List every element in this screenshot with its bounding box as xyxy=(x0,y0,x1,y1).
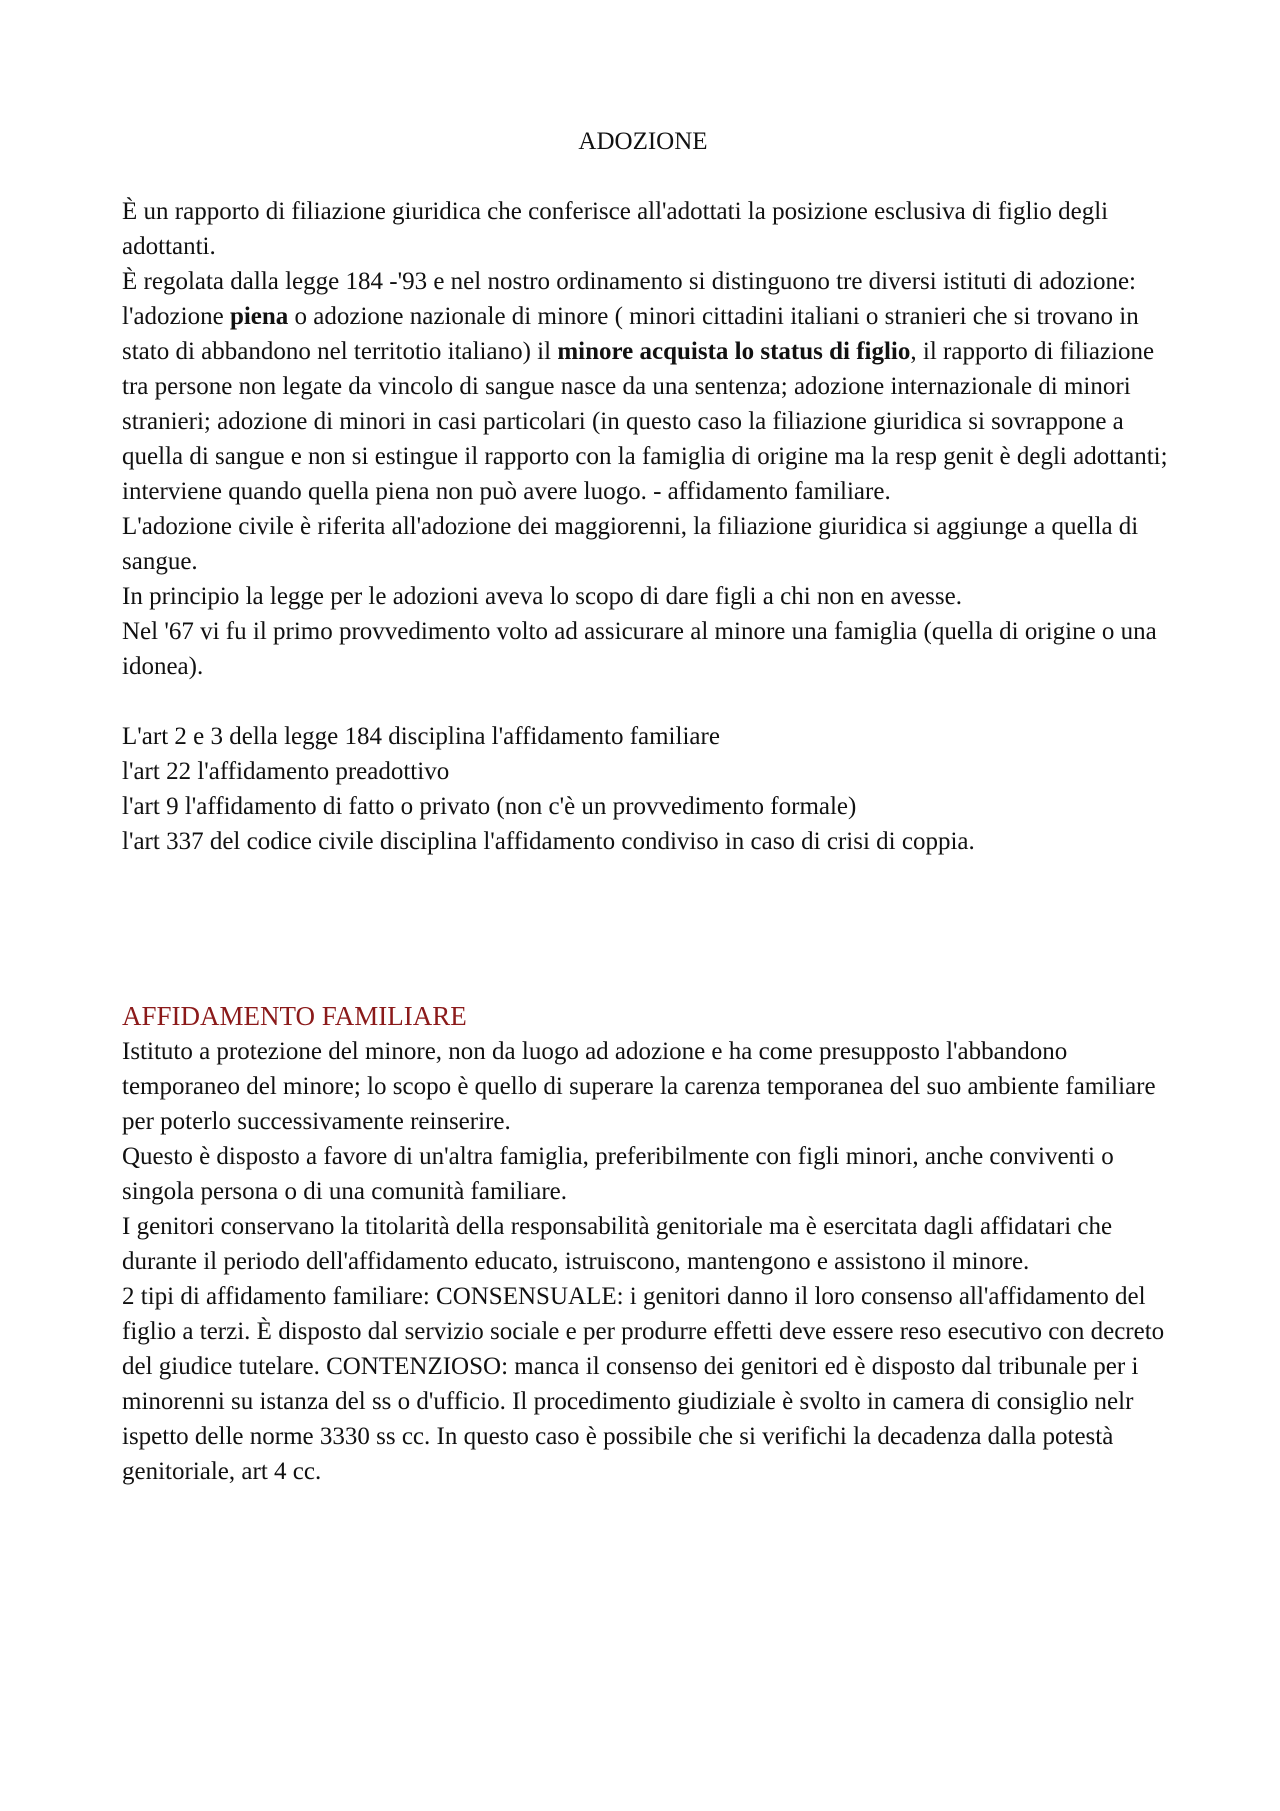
section2-paragraph-3: I genitori conservano la titolarità della responsabilità genitoriale ma è esercitata dagli affidatari che durante il periodo dell'affidamento educato, istruiscono, mantengono e assistono il minore. xyxy=(122,1213,1113,1275)
document-title: ADOZIONE xyxy=(578,128,708,155)
section2-paragraph-4: 2 tipi di affidamento familiare: CONSENSUALE: i genitori danno il loro consenso all'affidamento del figlio a terzi. È disposto dal servizio sociale e per produrre effetti deve essere reso esecutivo con decreto del giudice tutelare. CONTENZIOSO: manca il consenso dei genitori ed è disposto dal tribunale per i minorenni su istanza del ss o d'ufficio. Il procedimento giudiziale è svolto in camera di consiglio nelr ispetto delle norme 3330 ss cc. In questo caso è possibile che si verifichi la decadenza dalla potestà genitoriale, art 4 cc. xyxy=(122,1283,1165,1485)
section2-paragraph-2: Questo è disposto a favore di un'altra famiglia, preferibilmente con figli minori, anche conviventi o singola persona o di una comunità familiare. xyxy=(122,1143,1114,1205)
article-line: l'art 9 l'affidamento di fatto o privato (non c'è un provvedimento formale) xyxy=(122,793,857,820)
intro-paragraph-1: È un rapporto di filiazione giuridica che conferisce all'adottati la posizione esclusiva di figlio degli adottanti. xyxy=(122,198,1109,260)
spacer xyxy=(122,684,1182,719)
section-heading-affidamento: AFFIDAMENTO FAMILIARE xyxy=(122,1001,467,1031)
intro-text: È regolata dalla legge 184 -'93 e nel nostro ordinamento si distinguono tre diversi istituti di adozione: l'adozione xyxy=(122,268,1137,330)
section2-paragraph-1: Istituto a protezione del minore, non da luogo ad adozione e ha come presupposto l'abbandono temporaneo del minore; lo scopo è quello di superare la carenza temporanea del suo ambiente familiare per poterlo successivamente reinserire. xyxy=(122,1038,1156,1135)
intro-text: o adozione nazionale di minore ( minori cittadini italiani o stranieri che si trovano in stato di abbandono nel territotio italiano) il xyxy=(122,303,1139,365)
intro-paragraph-4: In principio la legge per le adozioni aveva lo scopo di dare figli a chi non en avesse. xyxy=(122,583,962,610)
bold-term-piena: piena xyxy=(229,303,289,330)
intro-paragraph-3: L'adozione civile è riferita all'adozione dei maggiorenni, la filiazione giuridica si aggiunge a quella di sangue. xyxy=(122,513,1139,575)
intro-paragraph-5: Nel '67 vi fu il primo provvedimento volto ad assicurare al minore una famiglia (quella di origine o una idonea). xyxy=(122,618,1157,680)
article-line: L'art 2 e 3 della legge 184 disciplina l'affidamento familiare xyxy=(122,723,720,750)
bold-term-status-figlio: minore acquista lo status di figlio xyxy=(557,338,911,365)
spacer xyxy=(122,159,1182,194)
article-line: l'art 22 l'affidamento preadottivo xyxy=(122,758,450,785)
article-line: l'art 337 del codice civile disciplina l'affidamento condiviso in caso di crisi di coppia. xyxy=(122,828,975,855)
intro-text: , il rapporto di filiazione tra persone non legate da vincolo di sangue nasce da una sentenza; adozione internazionale di minori stranieri; adozione di minori in casi particolari (in questo caso la filiazione giuridica si sovrappone a quella di sangue e non si estingue il rapporto con la famiglia di origine ma la resp genit è degli adottanti; interviene quando quella piena non può avere luogo. - affidamento familiare. xyxy=(122,338,1168,505)
intro-paragraph-2 xyxy=(122,264,1182,509)
document-page xyxy=(122,124,1182,1489)
spacer xyxy=(122,859,1182,999)
